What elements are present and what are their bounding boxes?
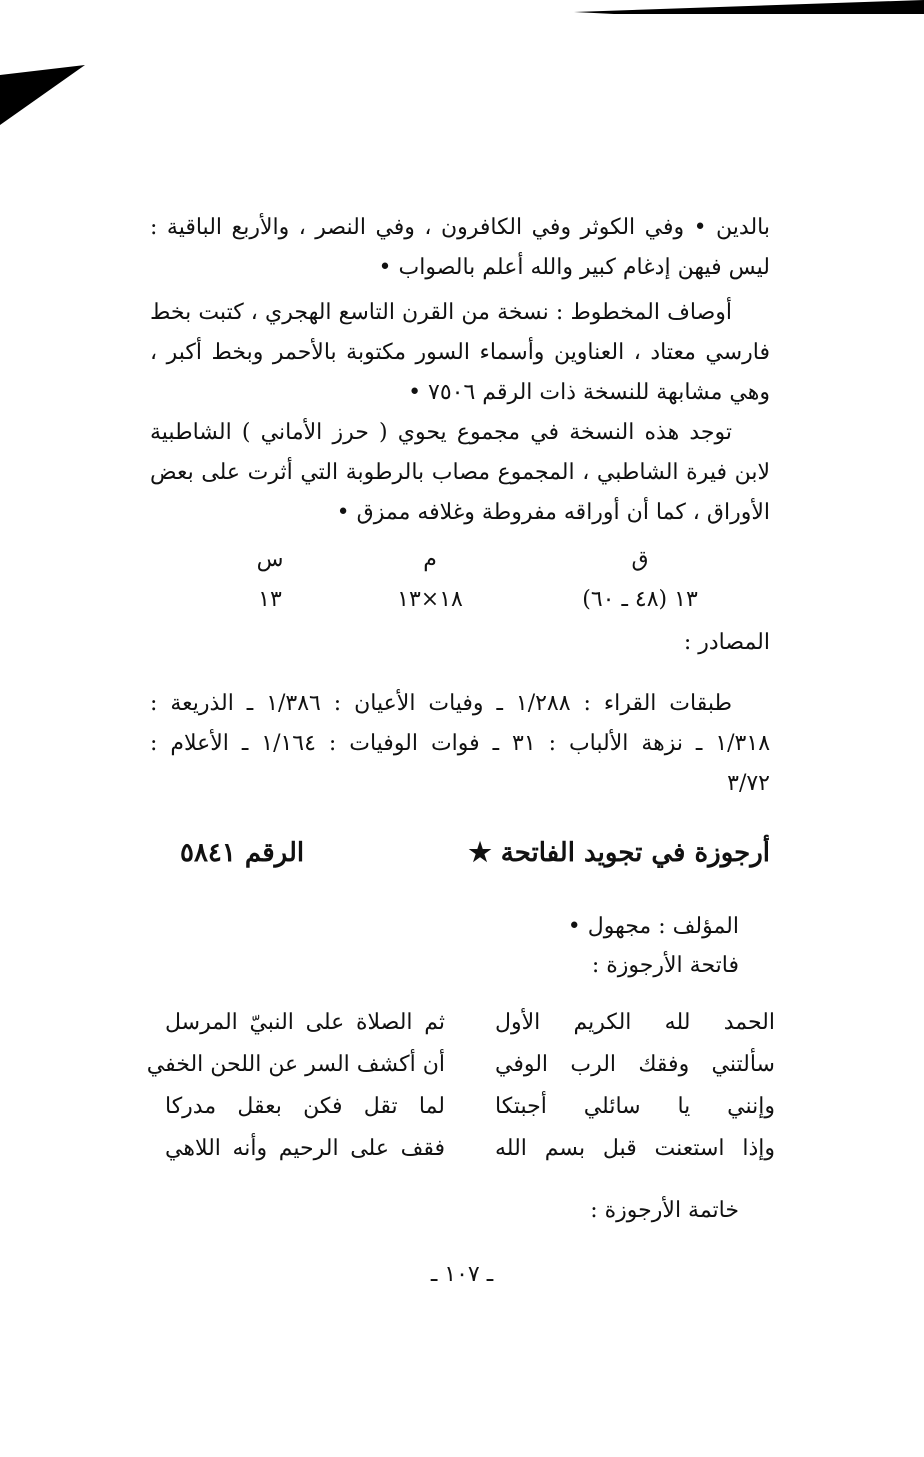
text-line: ١/٣١٨ ـ نزهة الألباب : ٣١ ـ فوات الوفيات : ١/١٦٤ ـ الأعلام : (150, 731, 771, 756)
text-line: وهي مشابهة للنسخة ذات الرقم ٧٥٠٦ • (408, 380, 770, 405)
entry-number: الرقم ٥٨٤١ (180, 838, 305, 868)
opening-label-text: فاتحة الأرجوزة : (591, 953, 739, 978)
verse-first-hemistich: سألتني وفقك الرب الوفي (495, 1052, 775, 1077)
code-value: ١٣ (٤٨ ـ ٦٠) (582, 587, 698, 612)
code-value: ١٣ (258, 587, 282, 612)
text-line: أوصاف المخطوط : نسخة من القرن التاسع الهجري ، كتبت بخط (150, 300, 732, 325)
verse (165, 1094, 775, 1136)
page-number-text: ـ ١٠٧ ـ (430, 1262, 494, 1287)
paragraph-collection-note (150, 413, 770, 533)
code-value: ١٨×١٣ (397, 587, 463, 612)
code-m (360, 540, 500, 620)
code-key: م (423, 547, 437, 572)
entry-title: أرجوزة في تجويد الفاتحة ★ (468, 838, 770, 868)
poem-verses (146, 1010, 775, 1178)
verse-second-hemistich: أن أكشف السر عن اللحن الخفي (146, 1052, 445, 1077)
paragraph-manuscript-description (150, 293, 770, 413)
sources-label-text: المصادر : (683, 630, 770, 655)
text-line: توجد هذه النسخة في مجموع يحوي ( حرز الأماني ) الشاطبية (150, 420, 732, 445)
code-key: ق (631, 547, 649, 572)
page-number (0, 1262, 924, 1287)
sources-list (150, 684, 770, 804)
verse-first-hemistich: الحمد لله الكريم الأول (495, 1010, 775, 1035)
verse-first-hemistich: وإذا استعنت قبل بسم الله (495, 1136, 775, 1161)
scan-edge-mark-top (574, 0, 924, 20)
author-text: المؤلف : مجهول • (567, 914, 739, 939)
verse-first-hemistich: وإنني يا سائلي أجبتكا (495, 1094, 775, 1119)
opening-label (592, 947, 739, 985)
text-line: ليس فيهن إدغام كبير والله أعلم بالصواب • (378, 255, 770, 280)
paragraph-continuation (150, 208, 770, 288)
verse (165, 1136, 775, 1178)
verse (165, 1010, 775, 1052)
closing-label-text: خاتمة الأرجوزة : (590, 1198, 739, 1223)
code-q (550, 540, 730, 620)
closing-label (590, 1198, 739, 1223)
verse (146, 1052, 775, 1094)
text-line: طبقات القراء : ١/٢٨٨ ـ وفيات الأعيان : ١/٣٨٦ ـ الذريعة : (150, 691, 733, 716)
manuscript-codes (230, 540, 730, 630)
verse-second-hemistich: ثم الصلاة على النبيّ المرسل (165, 1010, 445, 1035)
entry-author (568, 908, 739, 946)
sources-label (150, 630, 770, 655)
scan-edge-mark-left (0, 65, 90, 135)
text-line: لابن فيرة الشاطبي ، المجموع مصاب بالرطوبة التي أثرت على بعض (150, 460, 770, 485)
code-key: س (256, 547, 284, 572)
verse-second-hemistich: فقف على الرحيم وأنه اللاهي (165, 1136, 445, 1161)
text-line: الأوراق ، كما أن أوراقه مفروطة وغلافه ممزق • (336, 500, 770, 525)
text-line: ٣/٧٢ (727, 771, 770, 796)
text-line: فارسي معتاد ، العناوين وأسماء السور مكتوبة بالأحمر وبخط أكبر ، (150, 340, 770, 365)
verse-second-hemistich: لما تقل فكن بعقل مدركا (165, 1094, 445, 1119)
text-line: بالدين • وفي الكوثر وفي الكافرون ، وفي النصر ، والأربع الباقية : (150, 215, 770, 240)
code-s (240, 540, 300, 620)
